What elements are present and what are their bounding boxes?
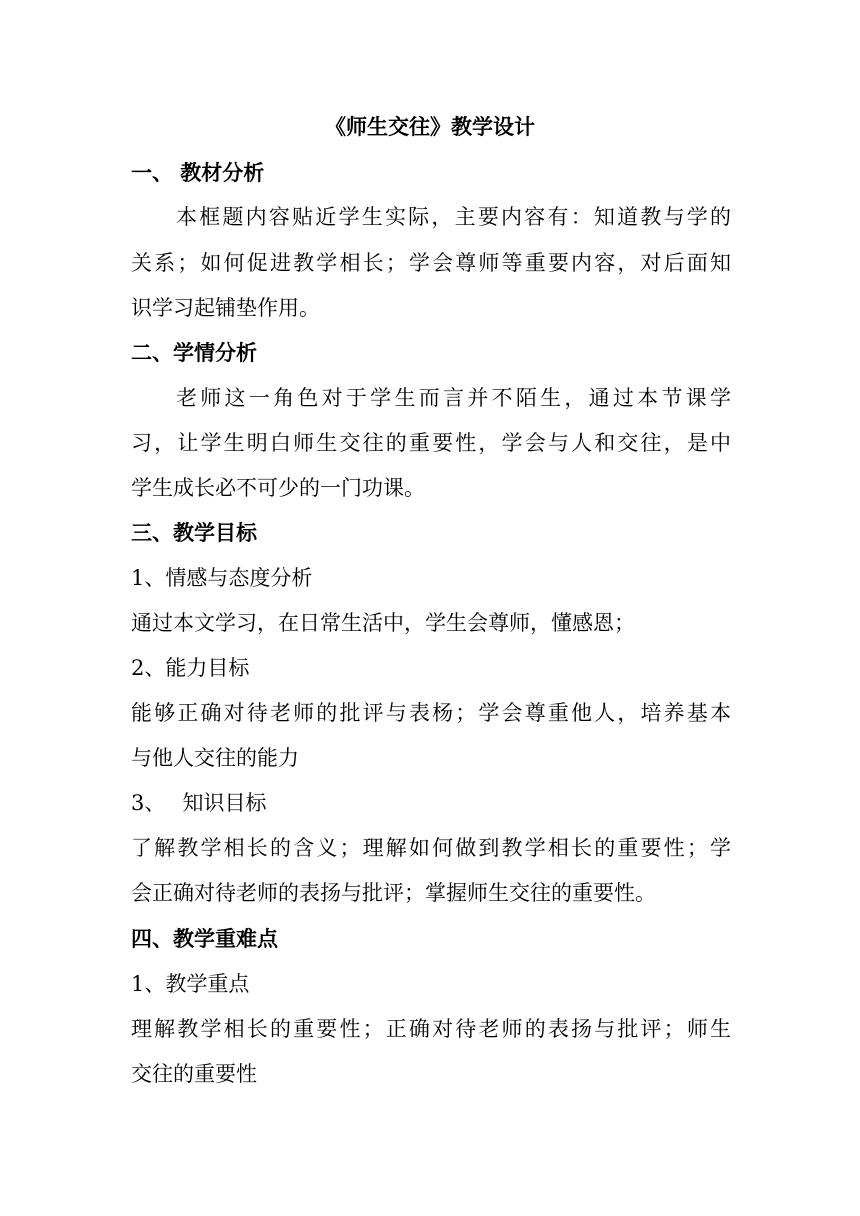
section-heading-textbook-analysis: 一、 教材分析 <box>131 160 265 185</box>
section-heading-student-analysis: 二、学情分析 <box>131 340 257 365</box>
document-title: 《师生交往》教学设计 <box>325 114 535 139</box>
goal-label-knowledge: 3、 知识目标 <box>131 791 267 815</box>
key-point-label: 1、教学重点 <box>131 972 250 996</box>
paragraph-line: 关系；如何促进教学相长；学会尊师等重要内容，对后面知 <box>131 251 731 275</box>
key-point-text-line: 交往的重要性 <box>131 1062 257 1086</box>
paragraph-line: 老师这一角色对于学生而言并不陌生，通过本节课学 <box>176 386 731 410</box>
paragraph-line: 识学习起铺垫作用。 <box>131 296 320 320</box>
goal-text-emotion: 通过本文学习，在日常生活中，学生会尊师，懂感恩； <box>131 611 635 635</box>
section-heading-teaching-goals: 三、教学目标 <box>131 520 257 545</box>
goal-label-ability: 2、能力目标 <box>131 656 250 680</box>
goal-text-knowledge-line: 会正确对待老师的表扬与批评；掌握师生交往的重要性。 <box>131 881 656 905</box>
goal-text-ability-line: 与他人交往的能力 <box>131 746 299 770</box>
goal-text-ability-line: 能够正确对待老师的批评与表杨；学会尊重他人，培养基本 <box>131 701 731 725</box>
paragraph-line: 习，让学生明白师生交往的重要性，学会与人和交往，是中 <box>131 431 731 455</box>
goal-text-knowledge-line: 了解教学相长的含义；理解如何做到教学相长的重要性；学 <box>131 836 731 860</box>
key-point-text-line: 理解教学相长的重要性；正确对待老师的表扬与批评；师生 <box>131 1017 731 1041</box>
goal-label-emotion: 1、情感与态度分析 <box>131 566 313 590</box>
paragraph-line: 学生成长必不可少的一门功课。 <box>131 476 425 500</box>
section-heading-key-difficult-points: 四、教学重难点 <box>131 926 278 951</box>
paragraph-line: 本框题内容贴近学生实际，主要内容有：知道教与学的 <box>176 205 731 229</box>
